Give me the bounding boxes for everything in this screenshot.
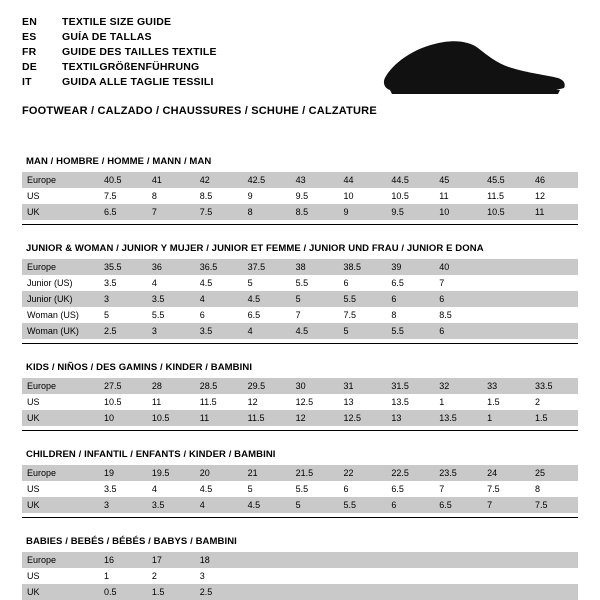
size-cell: 1 — [482, 410, 530, 426]
size-cell: 8 — [147, 188, 195, 204]
language-code: FR — [22, 46, 37, 58]
size-cell: 30 — [291, 378, 339, 394]
size-cell: 7.5 — [195, 204, 243, 220]
size-cell: 10 — [99, 410, 147, 426]
size-cell: 44.5 — [386, 172, 434, 188]
size-cell: 4.5 — [195, 481, 243, 497]
size-cell: 1 — [434, 394, 482, 410]
size-cell — [386, 552, 434, 568]
size-cell: 5.5 — [147, 307, 195, 323]
size-cell: 10.5 — [99, 394, 147, 410]
size-cell — [530, 584, 578, 600]
table-row — [22, 378, 578, 394]
size-cell: 8 — [243, 204, 291, 220]
size-section-title: CHILDREN / INFANTIL / ENFANTS / KINDER / BAMBINI — [26, 449, 276, 460]
size-cell — [482, 584, 530, 600]
size-cell: 7 — [434, 275, 482, 291]
size-cell — [243, 568, 291, 584]
size-cell — [530, 307, 578, 323]
size-cell: 3.5 — [147, 497, 195, 513]
table-row — [22, 497, 578, 513]
table-row — [22, 188, 578, 204]
size-cell: 7 — [434, 481, 482, 497]
language-title: GUÍA DE TALLAS — [62, 31, 152, 43]
size-cell: 21 — [243, 465, 291, 481]
size-cell — [482, 259, 530, 275]
size-row-label: UK — [22, 204, 99, 220]
size-cell: 11 — [195, 410, 243, 426]
size-row-label: UK — [22, 497, 99, 513]
size-row-label: Europe — [22, 172, 99, 188]
footwear-category-line: FOOTWEAR / CALZADO / CHAUSSURES / SCHUHE / CALZATURE — [22, 105, 377, 117]
size-cell: 24 — [482, 465, 530, 481]
size-cell — [434, 552, 482, 568]
size-cell: 4.5 — [291, 323, 339, 339]
size-cell — [482, 275, 530, 291]
size-cell: 8 — [386, 307, 434, 323]
size-cell — [434, 568, 482, 584]
size-cell — [243, 584, 291, 600]
size-cell: 6 — [386, 291, 434, 307]
size-cell: 19 — [99, 465, 147, 481]
size-cell — [530, 323, 578, 339]
size-cell: 8 — [530, 481, 578, 497]
size-section-title: KIDS / NIÑOS / DES GAMINS / KINDER / BAMBINI — [26, 362, 253, 373]
size-cell: 33 — [482, 378, 530, 394]
size-cell: 29.5 — [243, 378, 291, 394]
size-cell: 17 — [147, 552, 195, 568]
size-section — [22, 156, 578, 225]
size-cell: 36.5 — [195, 259, 243, 275]
size-cell: 8.5 — [434, 307, 482, 323]
size-cell — [482, 323, 530, 339]
size-cell: 5.5 — [338, 291, 386, 307]
size-cell: 7.5 — [338, 307, 386, 323]
table-row — [22, 291, 578, 307]
size-cell: 4.5 — [243, 497, 291, 513]
size-cell: 23.5 — [434, 465, 482, 481]
size-cell — [338, 568, 386, 584]
size-cell: 38 — [291, 259, 339, 275]
size-cell: 31 — [338, 378, 386, 394]
size-cell: 3.5 — [99, 275, 147, 291]
size-cell: 10.5 — [386, 188, 434, 204]
size-cell: 5.5 — [291, 481, 339, 497]
size-cell: 9.5 — [386, 204, 434, 220]
size-cell — [291, 584, 339, 600]
size-cell: 12.5 — [338, 410, 386, 426]
size-cell: 35.5 — [99, 259, 147, 275]
size-cell: 46 — [530, 172, 578, 188]
size-row-label: UK — [22, 584, 99, 600]
language-title: GUIDA ALLE TAGLIE TESSILI — [62, 76, 214, 88]
size-cell: 11.5 — [243, 410, 291, 426]
section-divider — [22, 517, 578, 518]
size-table — [22, 259, 578, 339]
size-cell: 9.5 — [291, 188, 339, 204]
size-cell: 11 — [434, 188, 482, 204]
size-section — [22, 536, 578, 600]
size-cell: 6.5 — [99, 204, 147, 220]
size-row-label: US — [22, 481, 99, 497]
table-row — [22, 584, 578, 600]
size-cell — [482, 307, 530, 323]
size-cell: 8.5 — [291, 204, 339, 220]
size-section — [22, 243, 578, 344]
size-cell: 4 — [243, 323, 291, 339]
size-section — [22, 362, 578, 431]
size-cell: 13.5 — [386, 394, 434, 410]
size-cell: 20 — [195, 465, 243, 481]
size-cell: 13 — [338, 394, 386, 410]
size-cell: 45.5 — [482, 172, 530, 188]
size-section-title: MAN / HOMBRE / HOMME / MANN / MAN — [26, 156, 212, 167]
size-cell — [482, 552, 530, 568]
size-cell: 6 — [338, 275, 386, 291]
language-row — [22, 31, 217, 46]
size-cell — [338, 584, 386, 600]
size-cell: 12 — [291, 410, 339, 426]
size-cell — [243, 552, 291, 568]
size-cell: 32 — [434, 378, 482, 394]
size-row-label: Europe — [22, 378, 99, 394]
size-cell: 28 — [147, 378, 195, 394]
size-cell: 10.5 — [147, 410, 195, 426]
size-cell: 7.5 — [482, 481, 530, 497]
document-header — [22, 16, 578, 117]
size-cell: 7.5 — [99, 188, 147, 204]
size-cell: 5 — [291, 497, 339, 513]
size-cell: 6 — [338, 481, 386, 497]
size-row-label: Junior (US) — [22, 275, 99, 291]
size-cell: 4.5 — [243, 291, 291, 307]
size-cell: 5.5 — [338, 497, 386, 513]
table-row — [22, 275, 578, 291]
size-cell: 2.5 — [195, 584, 243, 600]
size-cell: 21.5 — [291, 465, 339, 481]
size-table — [22, 552, 578, 600]
size-cell: 45 — [434, 172, 482, 188]
size-cell — [530, 291, 578, 307]
size-cell: 10 — [338, 188, 386, 204]
size-cell: 4.5 — [195, 275, 243, 291]
section-divider — [22, 343, 578, 344]
size-cell: 11.5 — [482, 188, 530, 204]
size-cell: 11.5 — [195, 394, 243, 410]
size-cell: 2 — [530, 394, 578, 410]
language-code: ES — [22, 31, 37, 43]
size-section-title: JUNIOR & WOMAN / JUNIOR Y MUJER / JUNIOR ET FEMME / JUNIOR UND FRAU / JUNIOR E DONA — [26, 243, 484, 254]
language-row — [22, 76, 217, 91]
language-row — [22, 46, 217, 61]
size-cell — [386, 584, 434, 600]
size-cell: 42 — [195, 172, 243, 188]
language-title: TEXTILE SIZE GUIDE — [62, 16, 172, 28]
table-row — [22, 204, 578, 220]
size-row-label: UK — [22, 410, 99, 426]
size-cell: 27.5 — [99, 378, 147, 394]
size-cell: 3.5 — [195, 323, 243, 339]
size-cell: 40 — [434, 259, 482, 275]
size-cell: 11 — [530, 204, 578, 220]
size-section-title: BABIES / BEBÉS / BÉBÉS / BABYS / BAMBINI — [26, 536, 237, 547]
size-cell: 3 — [195, 568, 243, 584]
size-cell: 39 — [386, 259, 434, 275]
size-cell: 12 — [530, 188, 578, 204]
size-cell: 5.5 — [291, 275, 339, 291]
size-cell: 10 — [434, 204, 482, 220]
size-cell — [291, 552, 339, 568]
size-sections — [22, 156, 578, 600]
size-cell: 22.5 — [386, 465, 434, 481]
size-cell: 11 — [147, 394, 195, 410]
size-cell: 2 — [147, 568, 195, 584]
size-cell — [530, 552, 578, 568]
size-cell: 6 — [386, 497, 434, 513]
table-row — [22, 481, 578, 497]
size-cell: 1.5 — [482, 394, 530, 410]
table-row — [22, 259, 578, 275]
dress-shoe-icon — [378, 30, 568, 102]
table-row — [22, 568, 578, 584]
size-table — [22, 172, 578, 220]
size-cell — [530, 259, 578, 275]
size-cell: 7.5 — [530, 497, 578, 513]
size-cell — [482, 291, 530, 307]
size-cell: 2.5 — [99, 323, 147, 339]
size-cell — [482, 568, 530, 584]
size-cell: 4 — [147, 481, 195, 497]
section-divider — [22, 430, 578, 431]
size-table — [22, 378, 578, 426]
size-cell: 8.5 — [195, 188, 243, 204]
size-table — [22, 465, 578, 513]
size-row-label: Europe — [22, 552, 99, 568]
size-cell: 6 — [434, 323, 482, 339]
size-cell: 28.5 — [195, 378, 243, 394]
size-cell: 6 — [434, 291, 482, 307]
table-row — [22, 465, 578, 481]
size-cell: 44 — [338, 172, 386, 188]
size-cell: 3.5 — [147, 291, 195, 307]
size-cell: 5 — [291, 291, 339, 307]
size-cell: 9 — [243, 188, 291, 204]
size-cell: 22 — [338, 465, 386, 481]
language-code: IT — [22, 76, 32, 88]
size-cell: 1 — [99, 568, 147, 584]
size-section — [22, 449, 578, 518]
table-row — [22, 323, 578, 339]
language-row — [22, 16, 217, 31]
size-cell: 6.5 — [386, 275, 434, 291]
size-cell: 12.5 — [291, 394, 339, 410]
size-cell: 7 — [147, 204, 195, 220]
table-row — [22, 394, 578, 410]
size-cell: 3 — [99, 497, 147, 513]
size-cell: 43 — [291, 172, 339, 188]
table-row — [22, 307, 578, 323]
language-title: TEXTILGRÖßENFÜHRUNG — [62, 61, 200, 73]
size-cell: 7 — [291, 307, 339, 323]
size-cell: 4 — [195, 291, 243, 307]
language-code: DE — [22, 61, 37, 73]
language-row — [22, 61, 217, 76]
size-cell — [291, 568, 339, 584]
table-row — [22, 552, 578, 568]
language-title-list — [22, 16, 217, 91]
size-cell — [434, 584, 482, 600]
size-cell: 40.5 — [99, 172, 147, 188]
table-row — [22, 410, 578, 426]
size-cell: 3 — [147, 323, 195, 339]
size-row-label: US — [22, 568, 99, 584]
size-cell: 19.5 — [147, 465, 195, 481]
size-row-label: Europe — [22, 259, 99, 275]
size-cell: 7 — [482, 497, 530, 513]
size-cell: 36 — [147, 259, 195, 275]
size-cell: 5 — [243, 481, 291, 497]
size-cell: 12 — [243, 394, 291, 410]
size-cell: 16 — [99, 552, 147, 568]
size-cell: 5 — [243, 275, 291, 291]
size-cell — [386, 568, 434, 584]
size-cell: 1.5 — [530, 410, 578, 426]
size-row-label: Woman (UK) — [22, 323, 99, 339]
language-title: GUIDE DES TAILLES TEXTILE — [62, 46, 217, 58]
size-cell: 41 — [147, 172, 195, 188]
size-cell: 3 — [99, 291, 147, 307]
size-cell: 25 — [530, 465, 578, 481]
size-cell: 4 — [195, 497, 243, 513]
size-cell: 42.5 — [243, 172, 291, 188]
size-cell: 6.5 — [386, 481, 434, 497]
size-cell: 9 — [338, 204, 386, 220]
size-cell: 10.5 — [482, 204, 530, 220]
size-cell: 31.5 — [386, 378, 434, 394]
size-row-label: US — [22, 394, 99, 410]
size-cell: 5.5 — [386, 323, 434, 339]
size-cell — [530, 568, 578, 584]
size-cell: 33.5 — [530, 378, 578, 394]
size-cell: 6 — [195, 307, 243, 323]
size-row-label: Europe — [22, 465, 99, 481]
size-cell: 1.5 — [147, 584, 195, 600]
size-cell: 6.5 — [434, 497, 482, 513]
size-cell: 3.5 — [99, 481, 147, 497]
size-cell: 4 — [147, 275, 195, 291]
size-row-label: Junior (UK) — [22, 291, 99, 307]
size-cell: 18 — [195, 552, 243, 568]
size-cell — [338, 552, 386, 568]
size-cell: 13.5 — [434, 410, 482, 426]
section-divider — [22, 224, 578, 225]
size-cell: 38.5 — [338, 259, 386, 275]
size-row-label: US — [22, 188, 99, 204]
size-cell: 13 — [386, 410, 434, 426]
size-row-label: Woman (US) — [22, 307, 99, 323]
table-row — [22, 172, 578, 188]
size-cell — [530, 275, 578, 291]
size-cell: 5 — [99, 307, 147, 323]
size-cell: 37.5 — [243, 259, 291, 275]
size-cell: 6.5 — [243, 307, 291, 323]
size-cell: 5 — [338, 323, 386, 339]
language-code: EN — [22, 16, 37, 28]
size-cell: 0.5 — [99, 584, 147, 600]
